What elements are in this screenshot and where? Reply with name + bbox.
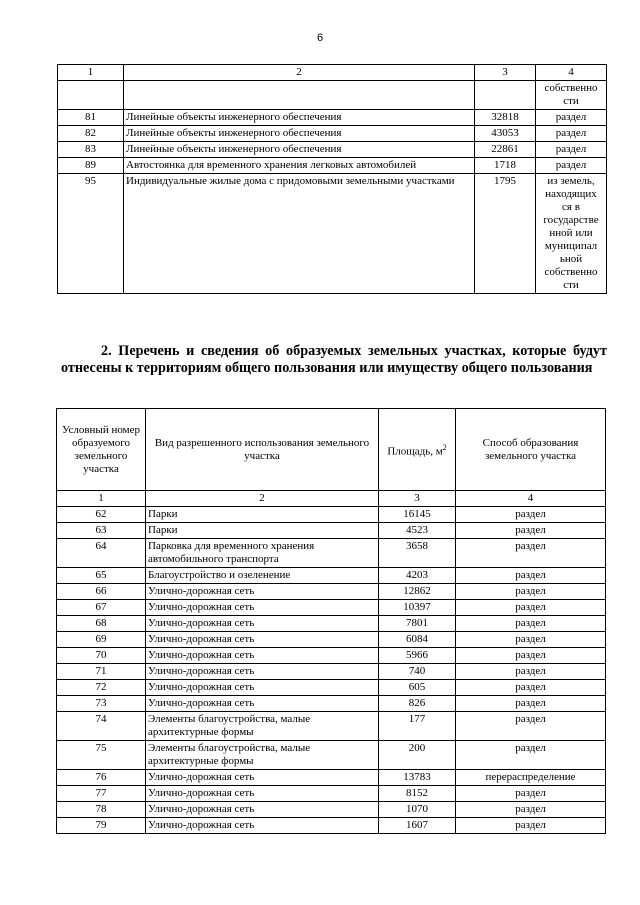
column-header-use: Вид разрешенного использования земельного участка (146, 409, 379, 491)
method-line: раздел (555, 159, 587, 171)
method-line: находящих (545, 188, 597, 200)
area-cell: 10397 (379, 600, 456, 616)
area-cell: 826 (379, 696, 456, 712)
formation-method-cell: раздел (456, 696, 606, 712)
permitted-use-cell: Улично-дорожная сеть (146, 584, 379, 600)
table-continuation (57, 64, 607, 294)
permitted-use-cell: Индивидуальные жилые дома с придомовыми земельными участками (124, 174, 475, 294)
formation-method-cell (536, 158, 607, 174)
plot-number-cell: 64 (57, 539, 146, 568)
method-line: собственно (544, 266, 598, 278)
permitted-use-cell: Парки (146, 507, 379, 523)
table-public-land-plots (56, 408, 606, 834)
area-cell: 5966 (379, 648, 456, 664)
table-row (57, 568, 606, 584)
index-cell: 1 (57, 491, 146, 507)
plot-number-cell: 70 (57, 648, 146, 664)
formation-method-cell: раздел (456, 648, 606, 664)
permitted-use-cell: Элементы благоустройства, малые архитектурные формы (146, 741, 379, 770)
formation-method-cell: раздел (456, 523, 606, 539)
plot-number-cell: 69 (57, 632, 146, 648)
plot-number-cell: 82 (58, 126, 124, 142)
index-cell: 4 (456, 491, 606, 507)
plot-number-cell: 67 (57, 600, 146, 616)
formation-method-cell: раздел (456, 632, 606, 648)
plot-number-cell: 95 (58, 174, 124, 294)
formation-method-cell: раздел (456, 584, 606, 600)
permitted-use-cell: Улично-дорожная сеть (146, 696, 379, 712)
formation-method-cell: раздел (456, 664, 606, 680)
table-row (57, 786, 606, 802)
column-header-number: Условный номер образуемого земельного участка (57, 409, 146, 491)
permitted-use-cell (124, 81, 475, 110)
area-cell: 3658 (379, 539, 456, 568)
plot-number-cell: 65 (57, 568, 146, 584)
formation-method-cell: раздел (456, 568, 606, 584)
plot-number-cell: 81 (58, 110, 124, 126)
plot-number-cell: 79 (57, 818, 146, 834)
permitted-use-cell: Линейные объекты инженерного обеспечения (124, 126, 475, 142)
plot-number-cell: 66 (57, 584, 146, 600)
table-row (57, 818, 606, 834)
permitted-use-cell: Улично-дорожная сеть (146, 786, 379, 802)
plot-number-cell: 89 (58, 158, 124, 174)
formation-method-cell: раздел (456, 818, 606, 834)
formation-method-cell: раздел (456, 600, 606, 616)
plot-number-cell: 63 (57, 523, 146, 539)
area-cell: 16145 (379, 507, 456, 523)
plot-number-cell: 68 (57, 616, 146, 632)
index-cell: 1 (58, 65, 124, 81)
permitted-use-cell: Линейные объекты инженерного обеспечения (124, 142, 475, 158)
method-line: нной или (549, 227, 593, 239)
formation-method-cell: раздел (456, 741, 606, 770)
formation-method-cell (536, 142, 607, 158)
table-row (58, 126, 607, 142)
table-row (58, 174, 607, 294)
method-line: из земель, (547, 175, 595, 187)
area-cell: 740 (379, 664, 456, 680)
index-cell: 4 (536, 65, 607, 81)
permitted-use-cell: Парковка для временного хранения автомобильного транспорта (146, 539, 379, 568)
table-row (57, 539, 606, 568)
table-row (57, 632, 606, 648)
formation-method-cell: раздел (456, 786, 606, 802)
table-row (58, 81, 607, 110)
permitted-use-cell: Улично-дорожная сеть (146, 802, 379, 818)
area-cell: 22861 (475, 142, 536, 158)
permitted-use-cell: Парки (146, 523, 379, 539)
table-row (57, 712, 606, 741)
index-cell: 2 (146, 491, 379, 507)
table-row (57, 523, 606, 539)
permitted-use-cell: Улично-дорожная сеть (146, 770, 379, 786)
plot-number-cell: 74 (57, 712, 146, 741)
index-cell: 2 (124, 65, 475, 81)
permitted-use-cell: Улично-дорожная сеть (146, 616, 379, 632)
table-row (57, 680, 606, 696)
formation-method-cell: раздел (456, 802, 606, 818)
area-cell: 1607 (379, 818, 456, 834)
permitted-use-cell: Улично-дорожная сеть (146, 680, 379, 696)
area-cell: 4523 (379, 523, 456, 539)
table-row (57, 664, 606, 680)
permitted-use-cell: Линейные объекты инженерного обеспечения (124, 110, 475, 126)
formation-method-cell: перераспределение (456, 770, 606, 786)
plot-number-cell: 73 (57, 696, 146, 712)
permitted-use-cell: Улично-дорожная сеть (146, 664, 379, 680)
formation-method-cell: раздел (456, 616, 606, 632)
table-row (57, 507, 606, 523)
area-cell: 8152 (379, 786, 456, 802)
plot-number-cell: 77 (57, 786, 146, 802)
table-row (58, 158, 607, 174)
table-row (57, 770, 606, 786)
area-cell: 1070 (379, 802, 456, 818)
plot-number-cell (58, 81, 124, 110)
plot-number-cell: 75 (57, 741, 146, 770)
method-line: собственно (544, 82, 598, 94)
method-line: ся в (562, 201, 580, 213)
method-line: муниципал (544, 240, 598, 252)
plot-number-cell: 62 (57, 507, 146, 523)
permitted-use-cell: Автостоянка для временного хранения легковых автомобилей (124, 158, 475, 174)
index-cell: 3 (475, 65, 536, 81)
formation-method-cell (536, 110, 607, 126)
formation-method-cell (536, 81, 607, 110)
method-line: государстве (543, 214, 599, 226)
formation-method-cell: раздел (456, 712, 606, 741)
method-line: ьной (559, 253, 583, 265)
table-row (57, 648, 606, 664)
method-line: раздел (555, 127, 587, 139)
column-header-method: Способ образования земельного участка (456, 409, 606, 491)
permitted-use-cell: Элементы благоустройства, малые архитектурные формы (146, 712, 379, 741)
area-cell: 1795 (475, 174, 536, 294)
area-cell: 12862 (379, 584, 456, 600)
section-heading: 2. Перечень и сведения об образуемых земельных участках, которые будут отнесены к территориям общего пользования или имуществу общего пользования (61, 343, 607, 376)
method-line: сти (563, 279, 579, 291)
method-line: раздел (555, 143, 587, 155)
formation-method-cell: раздел (456, 507, 606, 523)
column-header-area (379, 409, 456, 491)
permitted-use-cell: Улично-дорожная сеть (146, 632, 379, 648)
index-cell: 3 (379, 491, 456, 507)
permitted-use-cell: Улично-дорожная сеть (146, 818, 379, 834)
table-row (57, 584, 606, 600)
area-cell: 43053 (475, 126, 536, 142)
plot-number-cell: 72 (57, 680, 146, 696)
area-label: Площадь, м (387, 445, 443, 458)
plot-number-cell: 76 (57, 770, 146, 786)
area-cell: 6084 (379, 632, 456, 648)
area-cell: 605 (379, 680, 456, 696)
table-row (57, 600, 606, 616)
plot-number-cell: 71 (57, 664, 146, 680)
area-cell (475, 81, 536, 110)
method-line: сти (563, 95, 579, 107)
formation-method-cell: раздел (456, 539, 606, 568)
method-line: раздел (555, 111, 587, 123)
table-row (58, 110, 607, 126)
plot-number-cell: 83 (58, 142, 124, 158)
page-number: 6 (316, 32, 324, 44)
area-superscript: 2 (442, 442, 447, 452)
formation-method-cell (536, 126, 607, 142)
table-row (57, 616, 606, 632)
area-cell: 1718 (475, 158, 536, 174)
area-cell: 32818 (475, 110, 536, 126)
permitted-use-cell: Благоустройство и озеленение (146, 568, 379, 584)
table-row (57, 802, 606, 818)
formation-method-cell (536, 174, 607, 294)
area-cell: 200 (379, 741, 456, 770)
plot-number-cell: 78 (57, 802, 146, 818)
table-row (57, 696, 606, 712)
permitted-use-cell: Улично-дорожная сеть (146, 600, 379, 616)
formation-method-cell: раздел (456, 680, 606, 696)
area-cell: 13783 (379, 770, 456, 786)
table-row (57, 741, 606, 770)
table-index-row (58, 65, 607, 81)
area-cell: 7801 (379, 616, 456, 632)
permitted-use-cell: Улично-дорожная сеть (146, 648, 379, 664)
area-cell: 177 (379, 712, 456, 741)
area-cell: 4203 (379, 568, 456, 584)
table-row (58, 142, 607, 158)
table-index-row (57, 491, 606, 507)
